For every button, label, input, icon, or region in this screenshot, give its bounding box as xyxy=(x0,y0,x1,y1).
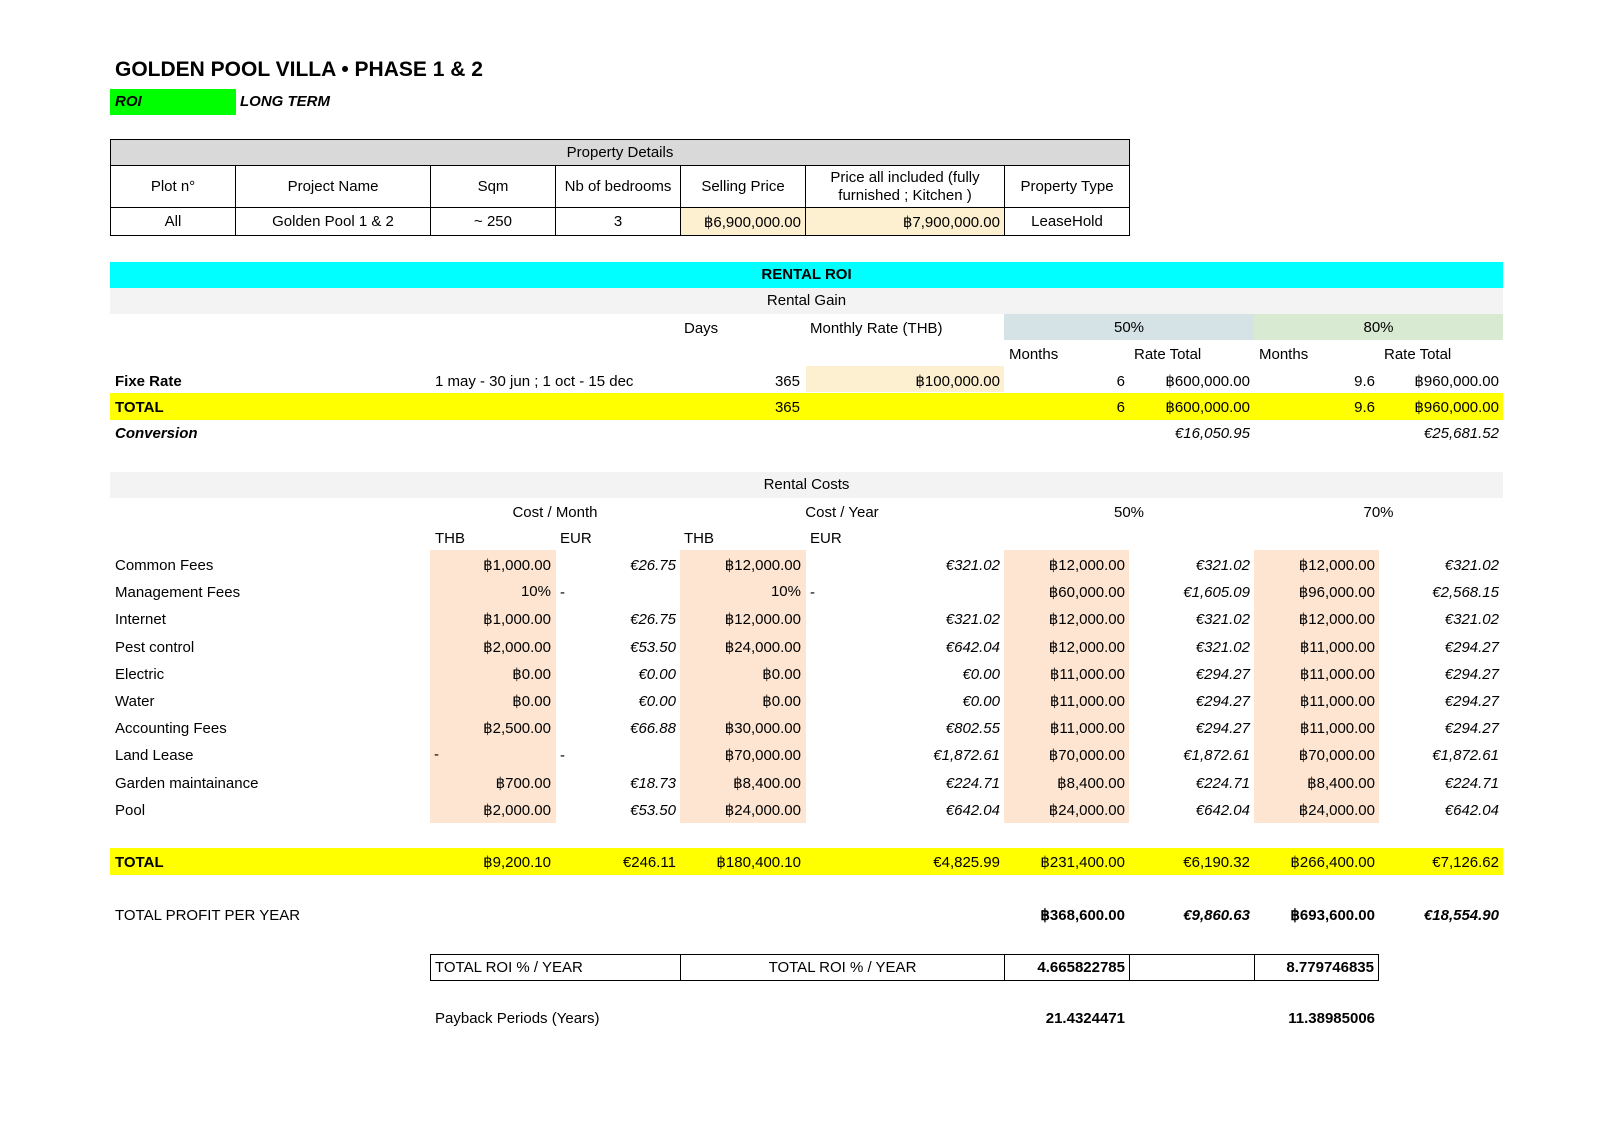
profit-label: TOTAL PROFIT PER YEAR xyxy=(115,907,301,924)
cost-cell-y-eur: - xyxy=(810,584,815,602)
cost-cell-b-eur: €294.27 xyxy=(1444,693,1499,710)
cost-cell-y-thb: ฿0.00 xyxy=(762,693,801,710)
cost-cell-m-eur: - xyxy=(560,747,565,765)
cost-cell-b-eur: €1,872.61 xyxy=(1432,747,1499,765)
fixe-rate-total-a: ฿600,000.00 xyxy=(1165,373,1250,390)
cost-cell-a-thb: ฿70,000.00 xyxy=(1048,747,1125,765)
cost-cell-m-eur: €18.73 xyxy=(630,774,676,792)
costs-pct-b: 70% xyxy=(1363,504,1394,521)
header-selling-price: Selling Price xyxy=(681,166,806,208)
year-thb-label: THB xyxy=(684,530,714,547)
col-monthly-rate: Monthly Rate (THB) xyxy=(810,320,943,337)
property-details-table xyxy=(110,139,1130,236)
costs-pct-a: 50% xyxy=(1113,504,1145,521)
gain-total-a: ฿600,000.00 xyxy=(1165,399,1250,416)
months-b-label: Months xyxy=(1259,346,1309,363)
cost-cell-y-eur: €0.00 xyxy=(962,693,1000,710)
cost-row-label: Common Fees xyxy=(115,557,214,574)
header-bedrooms: Nb of bedrooms xyxy=(556,166,681,208)
cost-cell-b-thb: ฿24,000.00 xyxy=(1298,801,1375,819)
pct-b-label: 80% xyxy=(1363,319,1394,336)
cost-cell-m-eur: €53.50 xyxy=(630,638,676,656)
cost-cell-y-eur: €642.04 xyxy=(945,801,1000,819)
cost-cell-b-eur: €294.27 xyxy=(1444,665,1499,683)
fixe-rate-total-b: ฿960,000.00 xyxy=(1414,373,1499,390)
rate-total-b-label: Rate Total xyxy=(1384,346,1452,363)
cost-cell-m-eur: - xyxy=(560,584,565,602)
profit-a-thb: ฿368,600.00 xyxy=(1040,907,1125,924)
costs-total-label: TOTAL xyxy=(115,854,164,871)
gain-total-b: ฿960,000.00 xyxy=(1414,399,1499,416)
roi-tag: ROI xyxy=(110,89,236,115)
cost-cell-a-eur: €294.27 xyxy=(1195,665,1250,683)
cost-cell-a-thb: ฿12,000.00 xyxy=(1048,557,1125,574)
cost-cell-b-thb: ฿11,000.00 xyxy=(1299,665,1375,683)
cost-cell-m-thb: ฿2,000.00 xyxy=(483,801,551,819)
cost-cell-a-eur: €294.27 xyxy=(1195,693,1250,710)
cost-cell-a-eur: €321.02 xyxy=(1195,611,1250,629)
cost-cell-a-thb: ฿24,000.00 xyxy=(1048,801,1125,819)
page-title: GOLDEN POOL VILLA • PHASE 1 & 2 xyxy=(115,58,483,81)
header-price-all-included: Price all included (fully furnished ; Kitchen ) xyxy=(806,166,1005,208)
cost-cell-y-thb: ฿12,000.00 xyxy=(724,611,801,629)
cost-cell-b-eur: €294.27 xyxy=(1444,720,1499,738)
roi-label-2: TOTAL ROI % / YEAR xyxy=(680,954,1005,981)
roi-a-value: 4.665822785 xyxy=(1004,954,1130,981)
fixe-rate-monthly: ฿100,000.00 xyxy=(915,373,1000,390)
costs-total-a-thb: ฿231,400.00 xyxy=(1040,854,1125,871)
rental-gain-title: Rental Gain xyxy=(110,288,1503,314)
gain-total-months-b: 9.6 xyxy=(1354,399,1375,416)
cost-cell-y-eur: €802.55 xyxy=(945,720,1000,738)
cost-cell-b-thb: ฿96,000.00 xyxy=(1298,584,1375,602)
cell-property-type: LeaseHold xyxy=(1005,208,1130,236)
cost-cell-m-eur: €26.75 xyxy=(630,611,676,629)
profit-b-thb: ฿693,600.00 xyxy=(1290,907,1375,924)
header-property-type: Property Type xyxy=(1005,166,1130,208)
costs-total-a-eur: €6,190.32 xyxy=(1183,854,1250,871)
cost-cell-b-thb: ฿11,000.00 xyxy=(1299,693,1375,710)
cost-cell-m-thb: ฿1,000.00 xyxy=(483,557,551,574)
cost-cell-y-eur: €0.00 xyxy=(962,665,1000,683)
gain-total-label: TOTAL xyxy=(115,399,164,416)
cost-cell-a-thb: ฿8,400.00 xyxy=(1057,774,1125,792)
cost-cell-m-thb: ฿1,000.00 xyxy=(483,611,551,629)
cell-project-name: Golden Pool 1 & 2 xyxy=(236,208,431,236)
cost-cell-a-eur: €294.27 xyxy=(1195,720,1250,738)
cost-cell-a-thb: ฿11,000.00 xyxy=(1049,665,1125,683)
term-tag: LONG TERM xyxy=(240,93,330,110)
rental-costs-title: Rental Costs xyxy=(110,472,1503,498)
conversion-b: €25,681.52 xyxy=(1423,425,1499,442)
gain-total-days: 365 xyxy=(774,399,800,416)
property-details-title: Property Details xyxy=(111,140,1130,166)
cost-cell-b-thb: ฿8,400.00 xyxy=(1307,774,1375,792)
cost-cell-a-thb: ฿11,000.00 xyxy=(1049,693,1125,710)
cost-row-label: Pool xyxy=(115,801,146,819)
roi-b-value: 8.779746835 xyxy=(1254,954,1379,981)
cost-cell-m-thb: ฿0.00 xyxy=(512,665,551,683)
conversion-label: Conversion xyxy=(115,425,198,442)
cost-month-label: Cost / Month xyxy=(512,504,598,521)
payback-b: 11.38985006 xyxy=(1288,1010,1375,1027)
cell-price-all-included: ฿7,900,000.00 xyxy=(806,208,1005,236)
cost-cell-b-eur: €642.04 xyxy=(1444,801,1499,819)
cost-cell-b-thb: ฿70,000.00 xyxy=(1298,747,1375,765)
cost-cell-a-eur: €321.02 xyxy=(1195,638,1250,656)
col-days: Days xyxy=(684,320,719,337)
cost-cell-y-thb: 10% xyxy=(770,583,801,601)
profit-a-eur: €9,860.63 xyxy=(1183,907,1250,924)
fixe-rate-months-a: 6 xyxy=(1116,373,1125,390)
cost-cell-m-eur: €53.50 xyxy=(630,801,676,819)
cost-cell-b-eur: €224.71 xyxy=(1444,774,1499,792)
month-eur-label: EUR xyxy=(560,530,592,547)
profit-b-eur: €18,554.90 xyxy=(1423,907,1499,924)
cost-cell-m-thb: ฿2,000.00 xyxy=(483,638,551,656)
costs-total-b-eur: €7,126.62 xyxy=(1432,854,1499,871)
cost-cell-a-eur: €642.04 xyxy=(1195,801,1250,819)
cost-cell-m-thb: - xyxy=(434,746,439,764)
cost-cell-m-eur: €0.00 xyxy=(638,693,676,710)
conversion-a: €16,050.95 xyxy=(1174,425,1250,442)
cost-row-label: Electric xyxy=(115,665,165,683)
cost-cell-b-eur: €321.02 xyxy=(1444,611,1499,629)
cost-cell-b-eur: €2,568.15 xyxy=(1432,584,1499,602)
cost-cell-a-thb: ฿11,000.00 xyxy=(1049,720,1125,738)
cost-cell-y-thb: ฿0.00 xyxy=(762,665,801,683)
cost-cell-b-eur: €294.27 xyxy=(1444,638,1499,656)
cell-selling-price: ฿6,900,000.00 xyxy=(681,208,806,236)
gain-total-months-a: 6 xyxy=(1116,399,1125,416)
cost-cell-a-eur: €1,605.09 xyxy=(1183,584,1250,602)
fixe-rate-label: Fixe Rate xyxy=(115,373,182,390)
year-eur-label: EUR xyxy=(810,530,842,547)
months-a-label: Months xyxy=(1009,346,1059,363)
cost-cell-y-thb: ฿24,000.00 xyxy=(724,801,801,819)
fixe-rate-months-b: 9.6 xyxy=(1354,373,1375,390)
header-project-name: Project Name xyxy=(236,166,431,208)
payback-a: 21.4324471 xyxy=(1045,1010,1125,1027)
cell-plot: All xyxy=(111,208,236,236)
cost-cell-a-thb: ฿12,000.00 xyxy=(1048,638,1125,656)
month-thb-label: THB xyxy=(435,530,465,547)
rate-total-a-label: Rate Total xyxy=(1134,346,1202,363)
cost-cell-m-thb: ฿2,500.00 xyxy=(483,720,551,738)
cell-bedrooms: 3 xyxy=(556,208,681,236)
fixe-rate-period: 1 may - 30 jun ; 1 oct - 15 dec xyxy=(435,373,634,390)
cost-row-label: Internet xyxy=(115,611,166,629)
cost-cell-m-eur: €0.00 xyxy=(638,665,676,683)
cost-cell-y-eur: €1,872.61 xyxy=(933,747,1000,765)
cost-row-label: Water xyxy=(115,693,155,710)
cost-cell-b-thb: ฿12,000.00 xyxy=(1298,611,1375,629)
cost-cell-y-eur: €321.02 xyxy=(945,611,1000,629)
cost-cell-a-eur: €1,872.61 xyxy=(1183,747,1250,765)
header-plot: Plot n° xyxy=(111,166,236,208)
cost-row-label: Management Fees xyxy=(115,584,241,602)
cost-cell-a-thb: ฿12,000.00 xyxy=(1048,611,1125,629)
cost-row-label: Accounting Fees xyxy=(115,720,227,738)
cost-cell-m-eur: €26.75 xyxy=(630,557,676,574)
cost-cell-m-eur: €66.88 xyxy=(630,720,676,738)
cost-cell-m-thb: ฿0.00 xyxy=(512,693,551,710)
rental-roi-banner: RENTAL ROI xyxy=(110,262,1503,288)
fixe-rate-days: 365 xyxy=(774,373,800,390)
costs-total-m-thb: ฿9,200.10 xyxy=(483,854,551,871)
costs-total-m-eur: €246.11 xyxy=(622,854,676,871)
cost-cell-y-eur: €321.02 xyxy=(945,557,1000,574)
costs-total-y-thb: ฿180,400.10 xyxy=(716,854,801,871)
costs-total-y-eur: €4,825.99 xyxy=(933,854,1000,871)
cost-row-label: Land Lease xyxy=(115,747,194,765)
header-sqm: Sqm xyxy=(431,166,556,208)
cost-cell-y-thb: ฿70,000.00 xyxy=(724,747,801,765)
pct-a-label: 50% xyxy=(1113,319,1145,336)
cost-cell-y-eur: €642.04 xyxy=(945,638,1000,656)
cost-cell-b-thb: ฿12,000.00 xyxy=(1298,557,1375,574)
cost-cell-a-eur: €224.71 xyxy=(1195,774,1250,792)
payback-label: Payback Periods (Years) xyxy=(435,1010,600,1027)
cost-cell-y-thb: ฿30,000.00 xyxy=(724,720,801,738)
cost-cell-m-thb: ฿700.00 xyxy=(495,774,551,792)
cost-cell-a-thb: ฿60,000.00 xyxy=(1048,584,1125,602)
cost-row-label: Garden maintainance xyxy=(115,774,259,792)
cost-cell-y-thb: ฿24,000.00 xyxy=(724,638,801,656)
cost-cell-y-thb: ฿8,400.00 xyxy=(733,774,801,792)
cell-sqm: ~ 250 xyxy=(431,208,556,236)
cost-cell-y-thb: ฿12,000.00 xyxy=(724,557,801,574)
cost-cell-b-eur: €321.02 xyxy=(1444,557,1499,574)
costs-total-b-thb: ฿266,400.00 xyxy=(1290,854,1375,871)
roi-label-1: TOTAL ROI % / YEAR xyxy=(430,954,681,981)
cost-cell-b-thb: ฿11,000.00 xyxy=(1299,638,1375,656)
cost-cell-y-eur: €224.71 xyxy=(945,774,1000,792)
cost-year-label: Cost / Year xyxy=(805,504,879,521)
cost-row-label: Pest control xyxy=(115,638,195,656)
cost-cell-b-thb: ฿11,000.00 xyxy=(1299,720,1375,738)
cost-cell-m-thb: 10% xyxy=(520,583,551,601)
roi-empty-cell xyxy=(1129,954,1255,981)
cost-cell-a-eur: €321.02 xyxy=(1195,557,1250,574)
